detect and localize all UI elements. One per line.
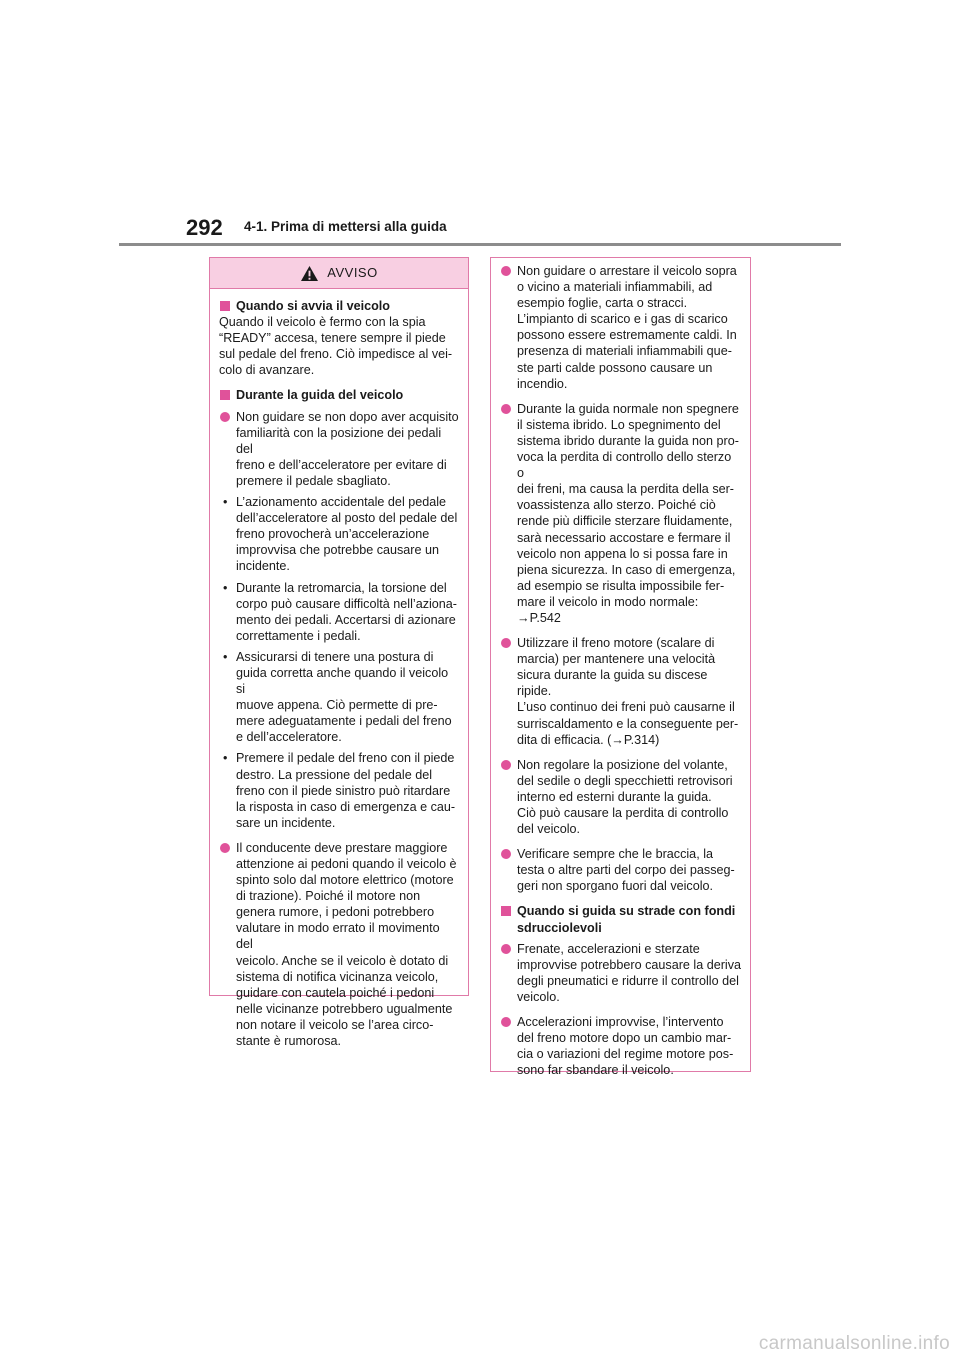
- text-line: spinto solo dal motore elettrico (motore: [236, 873, 454, 888]
- text-line: familiarità con la posizione dei pedali del: [236, 425, 442, 456]
- text-line: muove appena. Ciò permette di pre-: [236, 698, 438, 713]
- text-line: voassistenza allo sterzo. Poiché ciò: [517, 498, 716, 513]
- text-line: del freno motore dopo un cambio mar-: [517, 1031, 732, 1046]
- text-line: incidente.: [236, 559, 290, 574]
- circle-bullet-icon: [501, 944, 511, 954]
- text-line: attenzione ai pedoni quando il veicolo è: [236, 857, 457, 871]
- square-bullet-icon: [220, 390, 230, 400]
- text-line: Il conducente deve prestare maggiore: [236, 840, 448, 855]
- text-line: dei freni, ma causa la perdita della ser-: [517, 482, 735, 497]
- text-line: sistema ibrido durante la guida non pro-: [517, 433, 739, 448]
- dash-bullet-icon: •: [223, 495, 228, 510]
- text-line: Ciò può causare la perdita di controllo: [517, 806, 729, 820]
- text-line: freno provocherà un’accelerazione: [236, 527, 430, 542]
- text-line: del sedile o degli specchietti retrovisori: [517, 773, 733, 788]
- text-line: valutare in modo errato il movimento del: [236, 921, 440, 952]
- text-line: destro. La pressione del pedale del: [236, 767, 433, 782]
- dash-item: [219, 649, 459, 746]
- text-line: interno ed esterni durante la guida.: [517, 789, 712, 804]
- text-line: veicolo non appena lo si possa fare in: [517, 546, 728, 561]
- list-item: [500, 941, 741, 1005]
- text-line: o vicino a materiali infiammabili, ad: [517, 280, 713, 295]
- page-number: 292: [186, 215, 223, 240]
- circle-bullet-icon: [501, 1017, 511, 1027]
- text-line: sare un incidente.: [236, 815, 336, 830]
- paragraph: [219, 314, 459, 378]
- heading-vehicle-start: [219, 298, 459, 314]
- text-line: L’azionamento accidentale del pedale: [236, 495, 447, 510]
- header-rule: [119, 243, 841, 246]
- text-line: Verificare sempre che le braccia, la: [517, 847, 713, 862]
- text-line: Assicurarsi di tenere una postura di: [236, 649, 434, 664]
- circle-bullet-icon: [501, 404, 511, 414]
- circle-bullet-icon: [501, 760, 511, 770]
- heading-text: Quando si guida su strade con fondi: [517, 904, 736, 919]
- watermark: carmanualsonline.info: [758, 1333, 950, 1354]
- section-title: 4-1. Prima di mettersi alla guida: [244, 219, 447, 234]
- list-item: [500, 757, 741, 837]
- text-line: surriscaldamento e la conseguente per-: [517, 716, 739, 731]
- text-line: guida corretta anche quando il veicolo si: [236, 665, 449, 697]
- text-line: correttamente i pedali.: [236, 628, 361, 643]
- text-line: freno con il piede sinistro può ritardare: [236, 783, 451, 798]
- text-line: improvvisa che potrebbe causare un: [236, 543, 440, 558]
- circle-bullet-icon: [220, 843, 230, 853]
- text-line: mere adeguatamente i pedali del freno: [236, 714, 452, 729]
- text-line: veicolo. Anche se il veicolo è dotato di: [236, 953, 449, 968]
- text-line: possono essere estremamente caldi. In: [517, 328, 737, 343]
- heading-text: Durante la guida del veicolo: [236, 388, 404, 403]
- list-item: [500, 846, 741, 894]
- text-line: colo di avanzare.: [219, 363, 315, 378]
- text-line: mento dei pedali. Accertarsi di azionare: [236, 612, 456, 627]
- text-line: ripide.: [517, 684, 552, 699]
- text-line: Non guidare o arrestare il veicolo sopra: [517, 264, 737, 278]
- text-line: stante è rumorosa.: [236, 1034, 341, 1049]
- square-bullet-icon: [220, 301, 230, 311]
- text-line: Premere il pedale del freno con il piede: [236, 751, 455, 766]
- text-line: guidare con cautela poiché i pedoni: [236, 985, 435, 1000]
- text-line: Quando il veicolo è fermo con la spia: [219, 315, 426, 330]
- text-line: “READY” accesa, tenere sempre il piede: [219, 331, 446, 346]
- warning-continuation-box: [490, 257, 751, 1078]
- heading-text: sdrucciolevoli: [517, 920, 602, 935]
- text-line: sarà necessario accostare e fermare il: [517, 530, 731, 545]
- text-line: il sistema ibrido. Lo spegnimento del: [517, 417, 721, 432]
- text-line: L’impianto di scarico e i gas di scarico: [517, 312, 728, 327]
- text-line: degli pneumatici e ridurre il controllo del: [517, 973, 739, 988]
- text-line: veicolo.: [517, 989, 560, 1004]
- list-item: [500, 635, 741, 748]
- text-line: Non guidare se non dopo aver acquisito: [236, 409, 459, 424]
- text-line: presenza di materiali infiammabili que-: [517, 344, 732, 359]
- text-line: Accelerazioni improvvise, l’intervento: [517, 1015, 724, 1030]
- text-line: marcia) per mantenere una velocità: [517, 652, 716, 667]
- text-line: improvvise potrebbero causare la deriva: [517, 957, 742, 972]
- text-line: sicura durante la guida su discese: [517, 668, 708, 683]
- heading-slippery-roads: [500, 903, 741, 935]
- text-line: ad esempio se risulta impossibile fer-: [517, 578, 725, 593]
- text-line: voca la perdita di controllo dello sterzo o: [517, 450, 732, 481]
- dash-bullet-icon: •: [223, 649, 228, 664]
- text-line: dita di efficacia. (→P.314): [517, 732, 660, 747]
- list-item: [500, 401, 741, 626]
- circle-bullet-icon: [501, 638, 511, 648]
- text-line: freno e dell’acceleratore per evitare di: [236, 457, 447, 472]
- text-line: sistema di notifica vicinanza veicolo,: [236, 969, 439, 984]
- text-line: piena sicurezza. In caso di emergenza,: [517, 562, 736, 577]
- dash-item: [219, 580, 459, 644]
- text-line: rende più difficile sterzare fluidamente,: [517, 514, 733, 529]
- text-line: testa o altre parti del corpo dei passeg-: [517, 863, 735, 878]
- text-line: sono far sbandare il veicolo.: [517, 1063, 674, 1078]
- heading-text: Quando si avvia il veicolo: [236, 299, 390, 313]
- text-line: Durante la retromarcia, la torsione del: [236, 580, 447, 595]
- dash-bullet-icon: •: [223, 580, 228, 595]
- circle-bullet-icon: [220, 412, 230, 422]
- warning-label: AVVISO: [327, 264, 378, 280]
- text-line: sul pedale del freno. Ciò impedisce al vei-: [219, 347, 453, 362]
- text-line: geri non sporgano fuori dal veicolo.: [517, 879, 714, 894]
- warning-header: [210, 258, 468, 289]
- text-line: incendio.: [517, 376, 568, 391]
- heading-while-driving: [219, 387, 459, 403]
- text-line: Utilizzare il freno motore (scalare di: [517, 636, 715, 651]
- text-line: la risposta in caso di emergenza e cau-: [236, 799, 456, 814]
- text-line: nelle vicinanze potrebbero ugualmente: [236, 1001, 453, 1016]
- text-line: Non regolare la posizione del volante,: [517, 757, 728, 772]
- dash-item: [219, 750, 459, 830]
- text-line: corpo può causare difficoltà nell’aziona-: [236, 596, 457, 611]
- list-item: [500, 263, 741, 392]
- text-line: ste parti calde possono causare un: [517, 360, 713, 375]
- dash-bullet-icon: •: [223, 751, 228, 766]
- text-line: L’uso continuo dei freni può causarne il: [517, 700, 735, 715]
- warning-box: [209, 257, 469, 1049]
- text-line: mare il veicolo in modo normale:: [517, 594, 699, 609]
- text-line: Frenate, accelerazioni e sterzate: [517, 941, 700, 956]
- text-line: Durante la guida normale non spegnere: [517, 401, 739, 416]
- list-item: [219, 840, 459, 1049]
- square-bullet-icon: [501, 906, 511, 916]
- text-line: dell’acceleratore al posto del pedale del: [236, 511, 458, 526]
- text-line: genera rumore, i pedoni potrebbero: [236, 905, 435, 920]
- circle-bullet-icon: [501, 266, 511, 276]
- text-line: premere il pedale sbagliato.: [236, 473, 391, 488]
- text-line: di trazione). Poiché il motore non: [236, 889, 421, 904]
- text-line: esempio foglie, carta o stracci.: [517, 296, 688, 311]
- text-line: cia o variazioni del regime motore pos-: [517, 1047, 734, 1062]
- warning-triangle-icon: [300, 265, 319, 282]
- list-item: [500, 1014, 741, 1078]
- dash-item: [219, 494, 459, 574]
- list-item: [219, 409, 459, 489]
- circle-bullet-icon: [501, 849, 511, 859]
- text-line: non notare il veicolo se l’area circo-: [236, 1017, 434, 1032]
- page-reference-link[interactable]: →P.542: [517, 610, 561, 625]
- text-line: e dell’acceleratore.: [236, 730, 342, 745]
- text-line: del veicolo.: [517, 822, 581, 837]
